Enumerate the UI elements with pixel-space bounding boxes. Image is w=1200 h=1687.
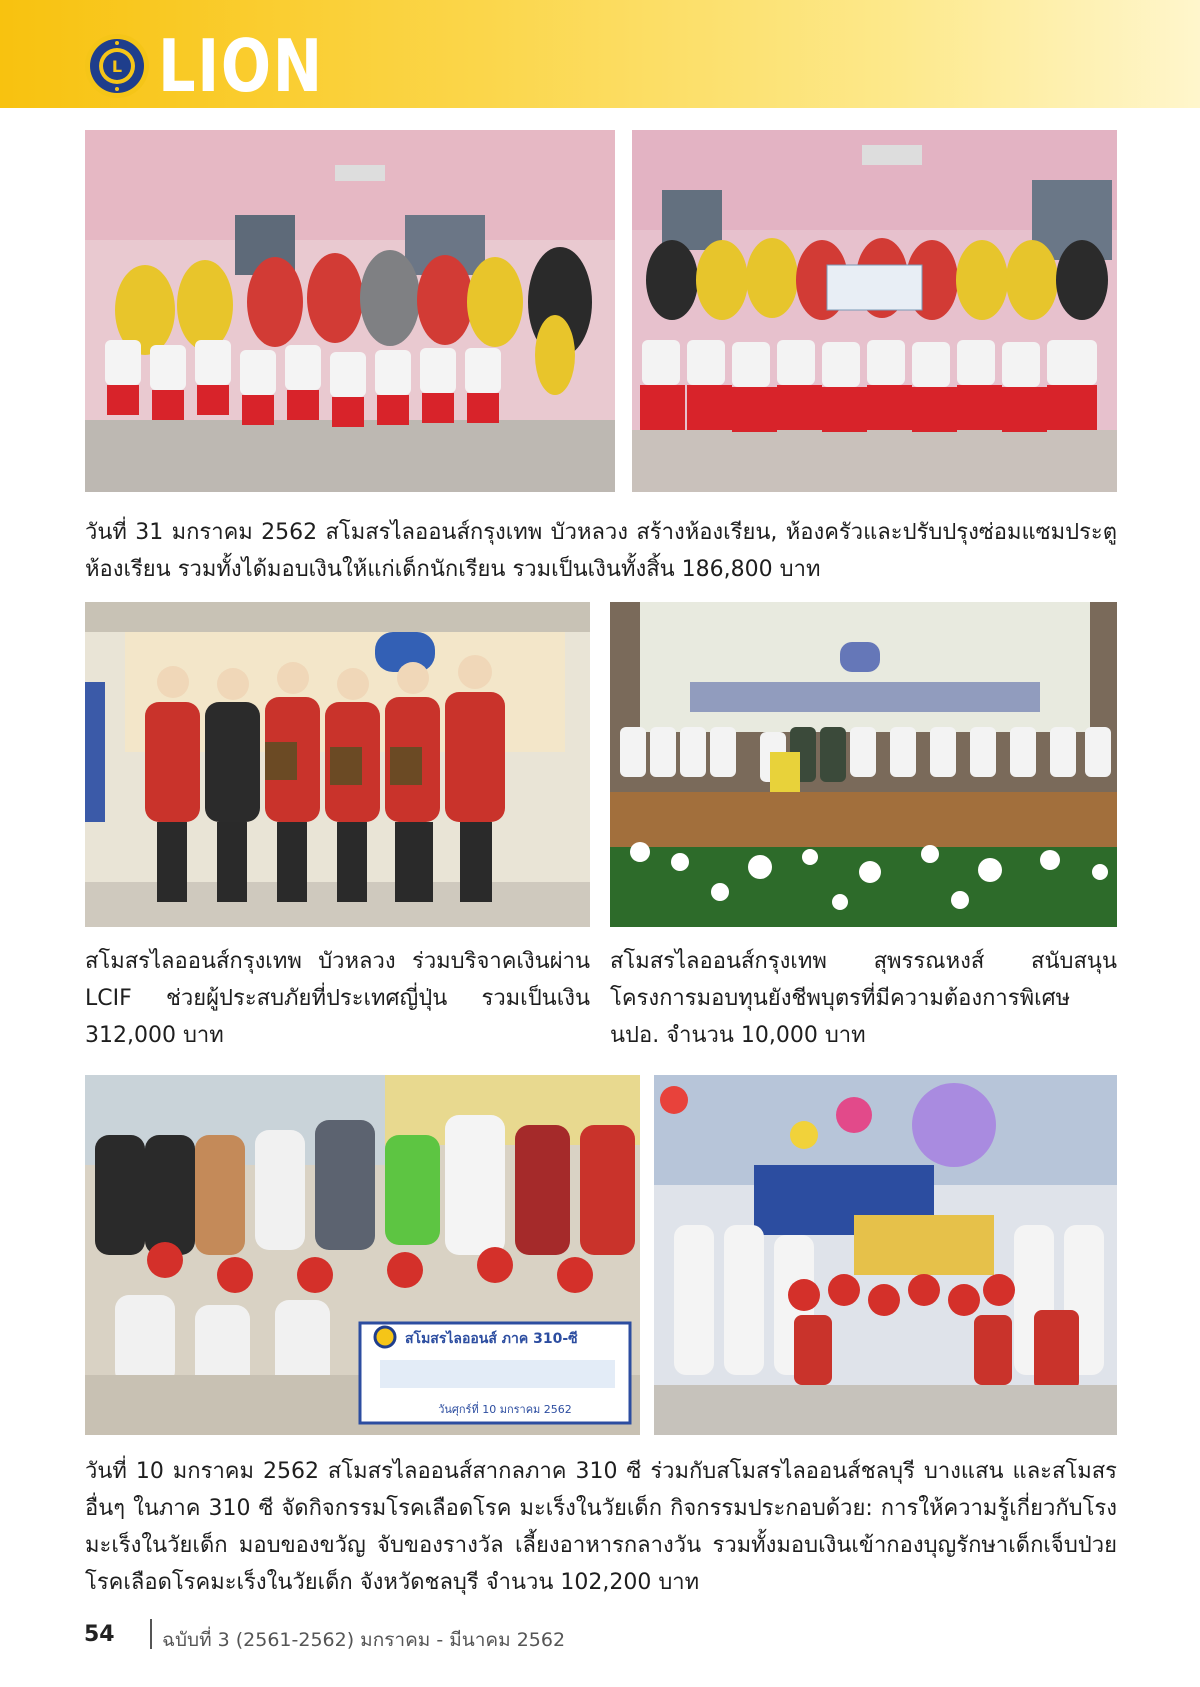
lions-emblem-icon — [84, 33, 150, 99]
photo-school-group-cheque — [632, 130, 1117, 492]
section-1-caption: วันที่ 31 มกราคม 2562 สโมสรไลออนส์กรุงเทพ บัวหลวง สร้างห้องเรียน, ห้องครัวและปรับปรุงซ่อมแซมประตูห้องเรียน รวมทั้งได้มอบเงินให้แก่เด็กนักเรียน รวมเป็นเงินทั้งสิ้น 186,800 บาท — [85, 520, 1117, 582]
photo-hospital-ward-balloons — [654, 1075, 1117, 1435]
photo-santa-hats-children-banner — [85, 1075, 640, 1435]
banner-title-text: สโมสรไลออนส์ ภาค 310-ซี — [405, 1331, 578, 1347]
section-2-left-caption: สโมสรไลออนส์กรุงเทพ บัวหลวง ร่วมบริจาคเงินผ่าน LCIF ช่วยผู้ประสบภัยที่ประเทศญี่ปุ่น รวมเป็นเงิน 312,000 บาท — [85, 949, 590, 1048]
photo-stage-group-flowers — [610, 602, 1117, 927]
section-2-right-caption: สโมสรไลออนส์กรุงเทพ สุพรรณหงส์ สนับสนุนโครงการมอบทุนยังชีพบุตรที่มีความต้องการพิเศษ นปอ. จำนวน 10,000 บาท — [610, 949, 1117, 1048]
footer-divider — [150, 1619, 152, 1649]
svg-text:L: L — [111, 57, 123, 76]
header-bar — [0, 0, 1200, 108]
issue-info: ฉบับที่ 3 (2561-2562) มกราคม - มีนาคม 2562 — [162, 1629, 566, 1651]
page-number: 54 — [84, 1622, 115, 1647]
section-3-caption: วันที่ 10 มกราคม 2562 สโมสรไลออนส์สากลภาค 310 ซี ร่วมกับสโมสรไลออนส์ชลบุรี บางแสน และสโมสรอื่นๆ ในภาค 310 ซี จัดกิจกรรมโรคเลือดโรค มะเร็งในวัยเด็ก กิจกรรมประกอบด้วย: การให้ความรู้เกี่ยวกับโรงมะเร็งในวัยเด็ก มอบของขวัญ จับของรางวัล เลี้ยงอาหารกลางวัน รวมทั้งมอบเงินเข้ากองบุญรักษาเด็กเจ็บป่วยโรคเลือดโรคมะเร็งในวัยเด็ก จังหวัดชลบุรี จำนวน 102,200 บาท — [85, 1459, 1117, 1595]
brand-title: LION — [158, 24, 324, 108]
photo-school-group-children — [85, 130, 615, 492]
photo-red-jackets-plaques — [85, 602, 590, 927]
banner-date-text: วันศุกร์ที่ 10 มกราคม 2562 — [438, 1403, 572, 1416]
